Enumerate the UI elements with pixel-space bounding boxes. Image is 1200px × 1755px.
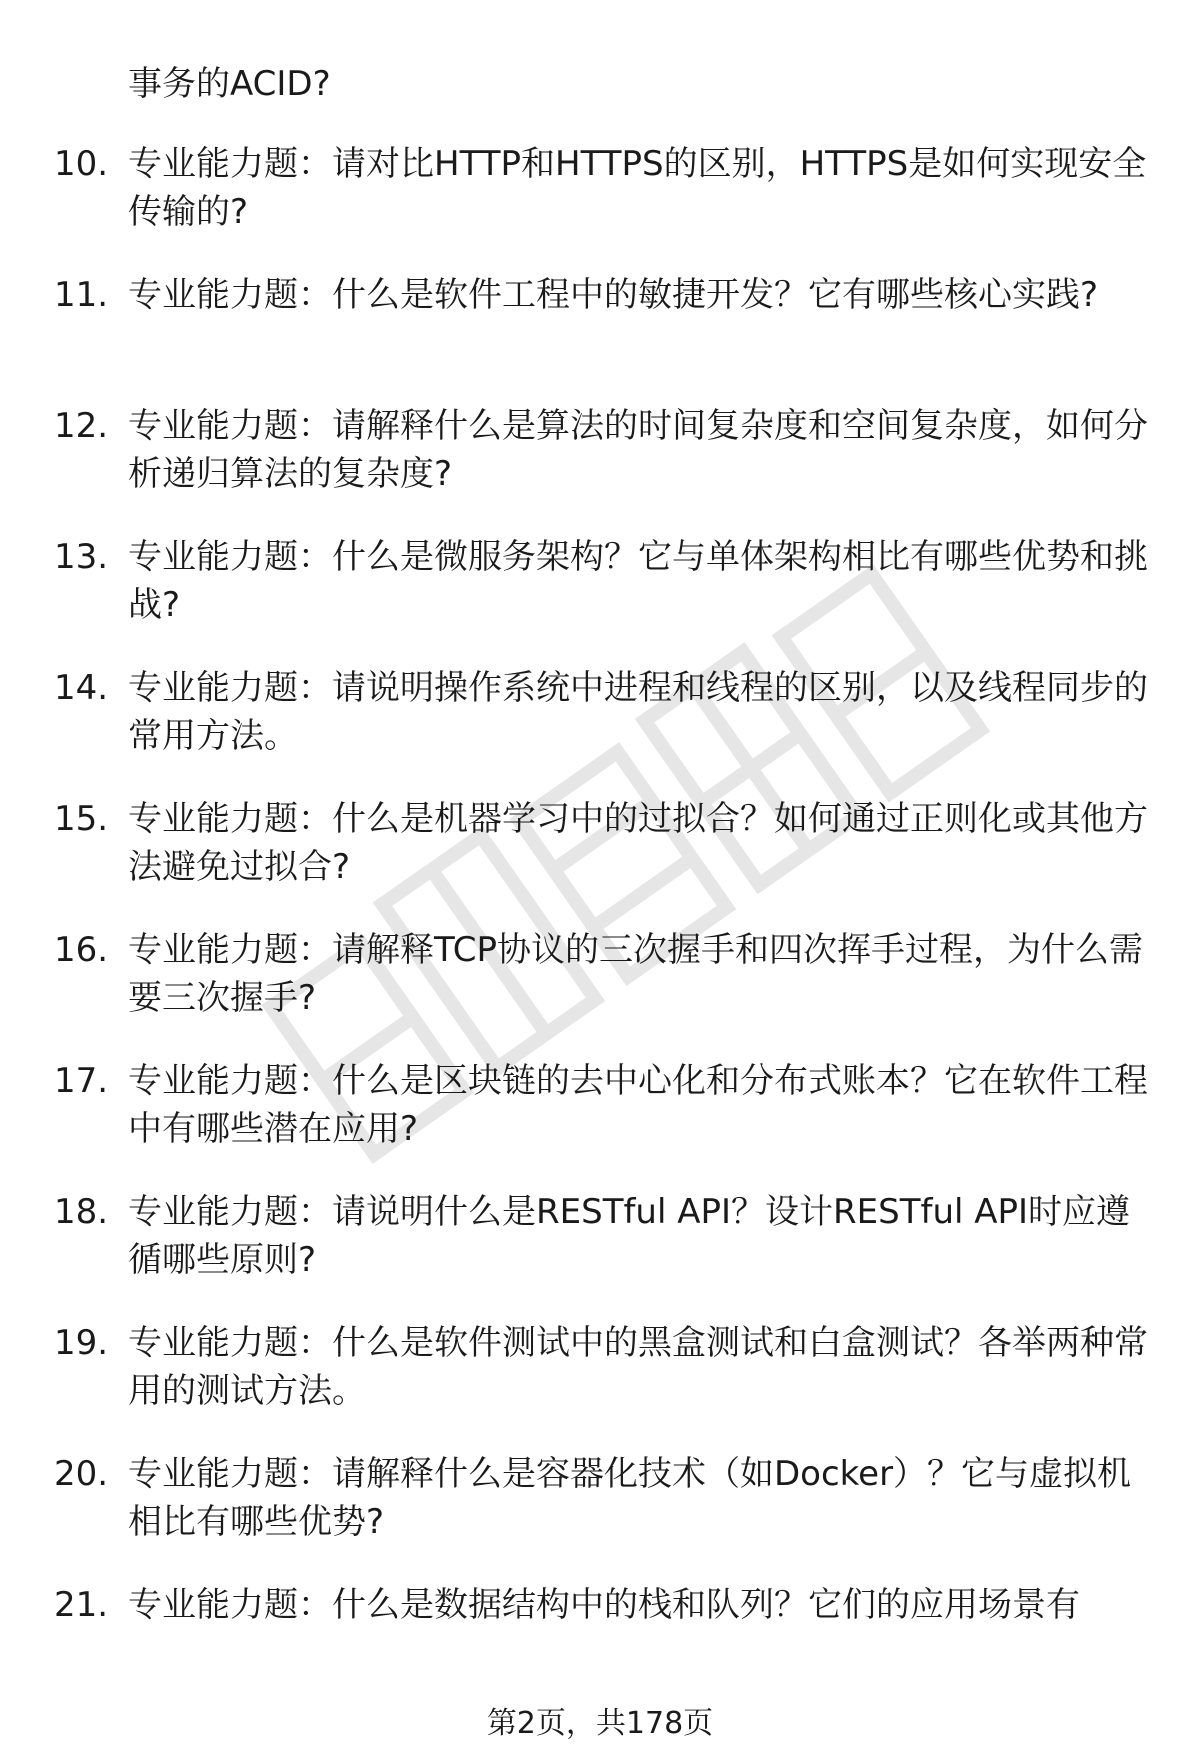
question-text: 专业能力题：请对比HTTP和HTTPS的区别，HTTPS是如何实现安全传输的? bbox=[128, 144, 1147, 232]
question-number: 18. bbox=[54, 1192, 109, 1232]
question-number: 20. bbox=[54, 1454, 109, 1494]
question-text: 专业能力题：什么是区块链的去中心化和分布式账本？它在软件工程中有哪些潜在应用? bbox=[128, 1061, 1148, 1149]
question-text: 专业能力题：请解释什么是算法的时间复杂度和空间复杂度，如何分析递归算法的复杂度? bbox=[128, 406, 1148, 494]
question-number: 17. bbox=[54, 1061, 109, 1101]
question-item bbox=[0, 533, 1200, 664]
question-item bbox=[0, 1188, 1200, 1319]
question-number: 16. bbox=[54, 930, 109, 970]
question-number: 13. bbox=[54, 537, 109, 577]
question-item bbox=[0, 1057, 1200, 1188]
page-footer: 第2页，共178页 bbox=[486, 1706, 714, 1741]
question-item bbox=[0, 926, 1200, 1057]
question-number: 11. bbox=[54, 275, 109, 315]
question-text: 专业能力题：什么是软件工程中的敏捷开发？它有哪些核心实践? bbox=[128, 275, 1099, 315]
question-text: 专业能力题：什么是软件测试中的黑盒测试和白盒测试？各举两种常用的测试方法。 bbox=[128, 1323, 1148, 1411]
question-item bbox=[0, 271, 1200, 402]
question-text: 专业能力题：什么是微服务架构？它与单体架构相比有哪些优势和挑战? bbox=[128, 537, 1148, 625]
question-item bbox=[0, 664, 1200, 795]
question-number: 12. bbox=[54, 406, 109, 446]
question-number: 19. bbox=[54, 1323, 109, 1363]
question-item bbox=[0, 402, 1200, 533]
question-text: 专业能力题：请解释什么是容器化技术（如Docker）？它与虚拟机相比有哪些优势? bbox=[128, 1454, 1132, 1542]
question-text: 专业能力题：请说明操作系统中进程和线程的区别，以及线程同步的常用方法。 bbox=[128, 668, 1148, 756]
question-item bbox=[0, 795, 1200, 926]
question-text: 专业能力题：什么是数据结构中的栈和队列？它们的应用场景有 bbox=[128, 1585, 1080, 1625]
question-item bbox=[0, 1450, 1200, 1581]
question-text: 专业能力题：什么是机器学习中的过拟合？如何通过正则化或其他方法避免过拟合? bbox=[128, 799, 1148, 887]
question-item bbox=[0, 1319, 1200, 1450]
question-number: 10. bbox=[54, 144, 109, 184]
question-number: 14. bbox=[54, 668, 109, 708]
question-item bbox=[0, 1581, 1200, 1712]
question-text: 专业能力题：请说明什么是RESTful API？设计RESTful API时应遵循哪些原则? bbox=[128, 1192, 1131, 1280]
continued-question-text: 事务的ACID? bbox=[128, 64, 331, 104]
question-number: 15. bbox=[54, 799, 109, 839]
question-item bbox=[0, 140, 1200, 271]
question-text: 专业能力题：请解释TCP协议的三次握手和四次挥手过程，为什么需要三次握手? bbox=[128, 930, 1144, 1018]
question-list bbox=[0, 140, 1200, 1712]
question-number: 21. bbox=[54, 1585, 109, 1625]
